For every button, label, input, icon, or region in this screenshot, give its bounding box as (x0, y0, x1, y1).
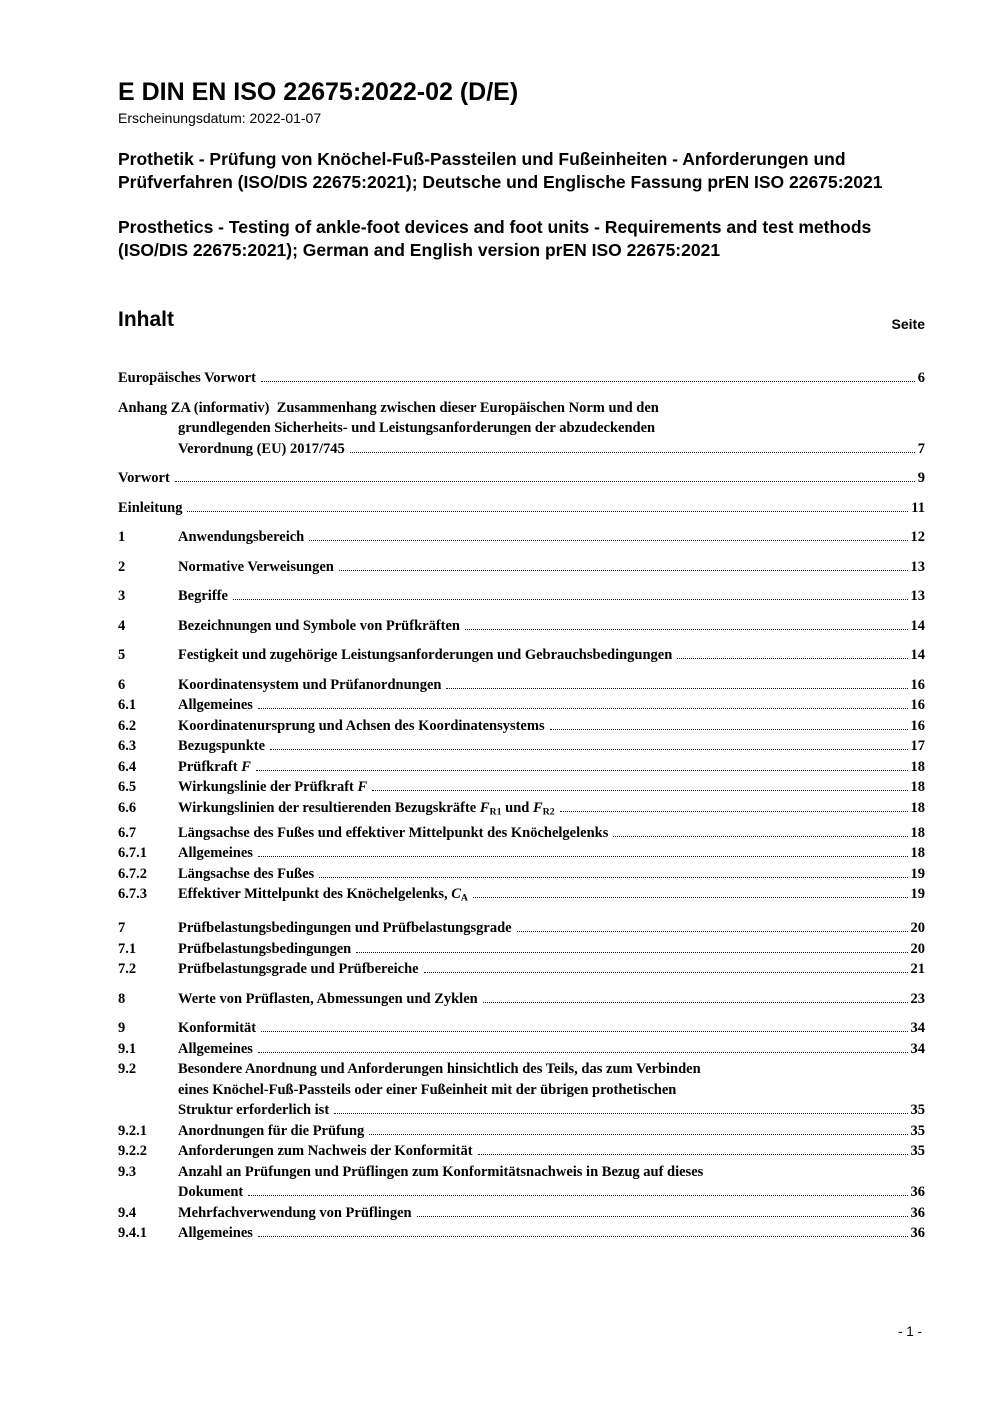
toc-entry-title: Vorwort (118, 470, 170, 487)
toc-entry-page: 13 (910, 558, 925, 575)
toc-entry-page: 16 (910, 717, 925, 734)
toc-entry-title: Effektiver Mittelpunkt des Knöchelgelenks, $C_A$ (178, 886, 468, 904)
toc-dotted-leader (319, 866, 907, 878)
toc-entry-page: 36 (910, 1184, 925, 1201)
toc-dotted-leader (261, 370, 915, 382)
toc-entry-title: Prüfbelastungsgrade und Prüfbereiche (178, 961, 419, 978)
toc-entry-page: 9 (917, 470, 925, 487)
toc-entry-page: 23 (910, 990, 925, 1007)
toc-dotted-leader (677, 647, 907, 659)
toc-heading: Inhalt (118, 308, 174, 332)
toc-entry (118, 1162, 925, 1203)
toc-entry-title: Wirkungslinien der resultierenden Bezugskräfte $F_{R1}$ und $F_{R2}$ (178, 799, 555, 818)
toc-entry-number: 9.2 (118, 1061, 137, 1078)
toc-entry (118, 884, 925, 909)
toc-entry-title: Bezeichnungen und Symbole von Prüfkräften (178, 617, 460, 634)
toc-entry-number: 6.7.2 (118, 865, 147, 882)
toc-dotted-leader (258, 1225, 908, 1237)
toc-entry (118, 716, 925, 737)
toc-entry-page: 18 (910, 824, 925, 841)
toc-entry-page: 20 (910, 940, 925, 957)
toc-entry-page: 18 (910, 799, 925, 816)
document-number: E DIN EN ISO 22675:2022-02 (D/E) (118, 78, 519, 106)
toc-entry-body (178, 557, 925, 578)
toc-page-column-label: Seite (891, 316, 925, 333)
toc-entry-body (178, 645, 925, 666)
toc-entry-body (178, 1059, 925, 1121)
toc-entry-number: 6 (118, 676, 126, 693)
toc-entry-number: 4 (118, 617, 126, 634)
toc-dotted-leader (369, 1123, 907, 1135)
toc-entry-page: 19 (910, 886, 925, 903)
toc-dotted-leader (187, 500, 908, 512)
toc-dotted-leader (417, 1205, 908, 1217)
toc-entry-title-line: Anzahl an Prüfungen und Prüflingen zum Konformitätsnachweis in Bezug auf dieses (178, 1163, 704, 1180)
toc-entry-page: 18 (910, 758, 925, 775)
toc-entry-title: Verordnung (EU) 2017/745 (178, 440, 345, 457)
toc-entry (118, 798, 925, 823)
toc-entry (118, 527, 925, 548)
toc-entry-title: Koordinatenursprung und Achsen des Koordinatensystems (178, 717, 545, 734)
toc-entry-title: Werte von Prüflasten, Abmessungen und Zyklen (178, 990, 478, 1007)
toc-entry (118, 1223, 925, 1244)
toc-entry-number: 7.2 (118, 961, 137, 978)
toc-dotted-leader (550, 718, 908, 730)
toc-entry-number: 6.7 (118, 824, 137, 841)
toc-entry-body (178, 777, 925, 798)
toc-entry-page: 13 (910, 588, 925, 605)
toc-entry-body (178, 1018, 925, 1039)
toc-entry (118, 959, 925, 980)
toc-entry-body (178, 527, 925, 548)
toc-entry-body (178, 918, 925, 939)
toc-entry (118, 823, 925, 844)
toc-entry-body (178, 1223, 925, 1244)
toc-entry (118, 586, 925, 607)
toc-entry-number: 6.7.1 (118, 845, 147, 862)
toc-header (118, 308, 925, 332)
toc-entry-title: Anwendungsbereich (178, 529, 305, 546)
toc-entry-page: 19 (910, 865, 925, 882)
toc-dotted-leader (372, 779, 907, 791)
toc-entry (118, 675, 925, 696)
toc-dotted-leader (258, 1041, 908, 1053)
toc-entry-body (178, 823, 925, 844)
toc-entry (118, 864, 925, 885)
toc-entry-page: 11 (911, 499, 925, 516)
toc-entry-number: 9 (118, 1020, 126, 1037)
toc-entry-body (118, 468, 925, 489)
toc-entry-page: 14 (910, 647, 925, 664)
toc-entry-body (118, 498, 925, 519)
toc-entry-body (178, 939, 925, 960)
toc-dotted-leader (424, 961, 908, 973)
toc-entry-number: 9.1 (118, 1040, 137, 1057)
toc-dotted-leader (248, 1184, 907, 1196)
toc-entry (118, 1018, 925, 1039)
toc-entry-title-line: grundlegenden Sicherheits- und Leistungsanforderungen der abzudeckenden (178, 420, 656, 437)
toc-entry-page: 14 (910, 617, 925, 634)
toc-dotted-leader (175, 470, 915, 482)
toc-entry (118, 398, 925, 460)
toc-entry-number: 2 (118, 558, 126, 575)
toc-dotted-leader (261, 1020, 907, 1032)
toc-entry (118, 1059, 925, 1121)
toc-dotted-leader (560, 800, 908, 812)
toc-entry-body (118, 398, 925, 460)
toc-entry-body (178, 1162, 925, 1203)
toc-entry-page: 16 (910, 697, 925, 714)
title-german: Prothetik - Prüfung von Knöchel-Fuß-Passteilen und Fußeinheiten - Anforderungen und Prüfverfahren (ISO/DIS 22675:2021); Deutsche und Englische Fassung prEN ISO 22675:2021 (118, 148, 883, 192)
toc-entry (118, 736, 925, 757)
toc-entry-page: 12 (910, 529, 925, 546)
toc-entry-page: 6 (917, 370, 925, 387)
toc-entry-number: 9.4.1 (118, 1225, 147, 1242)
toc-entry-title: Struktur erforderlich ist (178, 1102, 330, 1119)
toc-entry-title: Längsachse des Fußes und effektiver Mittelpunkt des Knöchelgelenks (178, 824, 609, 841)
toc-dotted-leader (270, 738, 907, 750)
toc-entry-title: Bezugspunkte (178, 738, 266, 755)
document-header (118, 78, 925, 262)
toc-entry-body (178, 716, 925, 737)
toc-entry-page: 7 (917, 440, 925, 457)
toc-entry-title: Festigkeit und zugehörige Leistungsanforderungen und Gebrauchsbedingungen (178, 647, 673, 664)
toc-entry-page: 34 (910, 1040, 925, 1057)
toc-dotted-leader (258, 845, 908, 857)
toc-entry-body (178, 1141, 925, 1162)
toc-entry-body (178, 695, 925, 716)
toc-entry-title: Wirkungslinie der Prüfkraft F (178, 779, 368, 796)
toc-entry-title: Dokument (178, 1184, 244, 1201)
title-english: Prosthetics - Testing of ankle-foot devices and foot units - Requirements and test methods (ISO/DIS 22675:2021); German and English version prEN ISO 22675:2021 (118, 216, 872, 261)
toc-entry-number: 7 (118, 920, 126, 937)
toc-entry-body (178, 675, 925, 696)
toc-entry-body (178, 959, 925, 980)
toc-entry-title-line: eines Knöchel-Fuß-Passteils oder einer Fußeinheit mit der übrigen prothetischen (178, 1081, 677, 1098)
toc-dotted-leader (356, 941, 907, 953)
toc-entry-number: 9.2.1 (118, 1122, 147, 1139)
toc-entry-title: Anordnungen für die Prüfung (178, 1122, 365, 1139)
toc-entry-body (178, 864, 925, 885)
toc-entry-page: 21 (910, 961, 925, 978)
toc-entry-title: Allgemeines (178, 1040, 253, 1057)
toc-entry (118, 1039, 925, 1060)
toc-entry (118, 695, 925, 716)
toc-dotted-leader (473, 886, 908, 898)
toc-dotted-leader (258, 697, 908, 709)
toc-entry-page: 18 (910, 779, 925, 796)
toc-entry-title: Prüfkraft F (178, 758, 251, 775)
toc-entry-body (178, 1121, 925, 1142)
toc-entry-number: 6.6 (118, 799, 137, 816)
toc-entry-number: 9.4 (118, 1204, 137, 1221)
page-number-footer: - 1 - (897, 1324, 922, 1339)
toc-entry-body (178, 1039, 925, 1060)
toc-entry-title: Koordinatensystem und Prüfanordnungen (178, 676, 442, 693)
toc-dotted-leader (465, 618, 908, 630)
toc-dotted-leader (334, 1102, 907, 1114)
toc-entry-body (178, 736, 925, 757)
toc-entry (118, 777, 925, 798)
toc-entry-title: Längsachse des Fußes (178, 865, 315, 882)
toc-entry-number: 6.2 (118, 717, 137, 734)
toc-dotted-leader (483, 991, 908, 1003)
toc-entry-body (178, 989, 925, 1010)
toc-entry (118, 1203, 925, 1224)
toc-dotted-leader (309, 529, 907, 541)
toc-entry (118, 757, 925, 778)
toc-dotted-leader (517, 920, 908, 932)
toc-entry (118, 918, 925, 939)
toc-entry-page: 16 (910, 676, 925, 693)
toc-entry-number: 1 (118, 529, 126, 546)
toc-entry (118, 368, 925, 389)
toc-entry-number: 3 (118, 588, 126, 605)
toc-entry-page: 18 (910, 845, 925, 862)
toc-entry-number: 5 (118, 647, 126, 664)
toc-entry-body (178, 586, 925, 607)
toc-entry-number: 6.5 (118, 779, 137, 796)
toc-entry (118, 989, 925, 1010)
toc-entry-number: 8 (118, 990, 126, 1007)
toc-entry-body (178, 884, 925, 909)
toc-entry-title: Allgemeines (178, 1225, 253, 1242)
toc-entry-title: Allgemeines (178, 697, 253, 714)
toc-entry-title: Europäisches Vorwort (118, 370, 256, 387)
toc-dotted-leader (613, 825, 907, 837)
toc-entry-number: 6.3 (118, 738, 137, 755)
toc-dotted-leader (478, 1143, 908, 1155)
toc-entry-body (178, 843, 925, 864)
toc-entry (118, 498, 925, 519)
toc-dotted-leader (339, 559, 908, 571)
toc-entry-title: Prüfbelastungsbedingungen (178, 940, 352, 957)
toc-entry-body (178, 1203, 925, 1224)
toc-entry-title: Allgemeines (178, 845, 253, 862)
toc-entry-title: Prüfbelastungsbedingungen und Prüfbelastungsgrade (178, 920, 512, 937)
toc-entry-page: 36 (910, 1225, 925, 1242)
toc-entry-title: Anforderungen zum Nachweis der Konformität (178, 1143, 473, 1160)
toc-entry-page: 35 (910, 1122, 925, 1139)
toc-entry-number: 6.1 (118, 697, 137, 714)
toc-list (118, 368, 925, 1243)
toc-entry-body (178, 616, 925, 637)
toc-dotted-leader (350, 441, 915, 453)
release-date: Erscheinungsdatum: 2022-01-07 (118, 109, 322, 126)
toc-entry (118, 468, 925, 489)
toc-dotted-leader (256, 759, 908, 771)
toc-entry (118, 843, 925, 864)
toc-entry-number: 6.7.3 (118, 886, 147, 903)
toc-entry (118, 939, 925, 960)
toc-entry-page: 35 (910, 1143, 925, 1160)
toc-entry-page: 35 (910, 1102, 925, 1119)
toc-entry-number: 7.1 (118, 940, 137, 957)
toc-entry-number: 6.4 (118, 758, 137, 775)
toc-entry-title: Mehrfachverwendung von Prüflingen (178, 1204, 412, 1221)
toc-entry (118, 1141, 925, 1162)
toc-entry (118, 616, 925, 637)
toc-entry (118, 645, 925, 666)
toc-dotted-leader (233, 588, 908, 600)
toc-entry-page: 36 (910, 1204, 925, 1221)
toc-entry-title-line: Besondere Anordnung und Anforderungen hinsichtlich des Teils, das zum Verbinden (178, 1061, 701, 1078)
toc-entry-title: Begriffe (178, 588, 228, 605)
toc-entry-number: 9.3 (118, 1163, 137, 1180)
toc-entry-page: 20 (910, 920, 925, 937)
toc-entry (118, 557, 925, 578)
toc-entry-body (178, 798, 925, 823)
toc-entry-title-line: Anhang ZA (informativ) Zusammenhang zwischen dieser Europäischen Norm und den (118, 399, 659, 416)
toc-entry-number: 9.2.2 (118, 1143, 147, 1160)
toc-entry-body (118, 368, 925, 389)
toc-entry (118, 1121, 925, 1142)
toc-entry-title: Einleitung (118, 499, 183, 516)
toc-entry-page: 17 (910, 738, 925, 755)
toc-entry-page: 34 (910, 1020, 925, 1037)
toc-entry-title: Konformität (178, 1020, 257, 1037)
toc-entry-title: Normative Verweisungen (178, 558, 334, 575)
toc-entry-body (178, 757, 925, 778)
toc-dotted-leader (446, 677, 907, 689)
